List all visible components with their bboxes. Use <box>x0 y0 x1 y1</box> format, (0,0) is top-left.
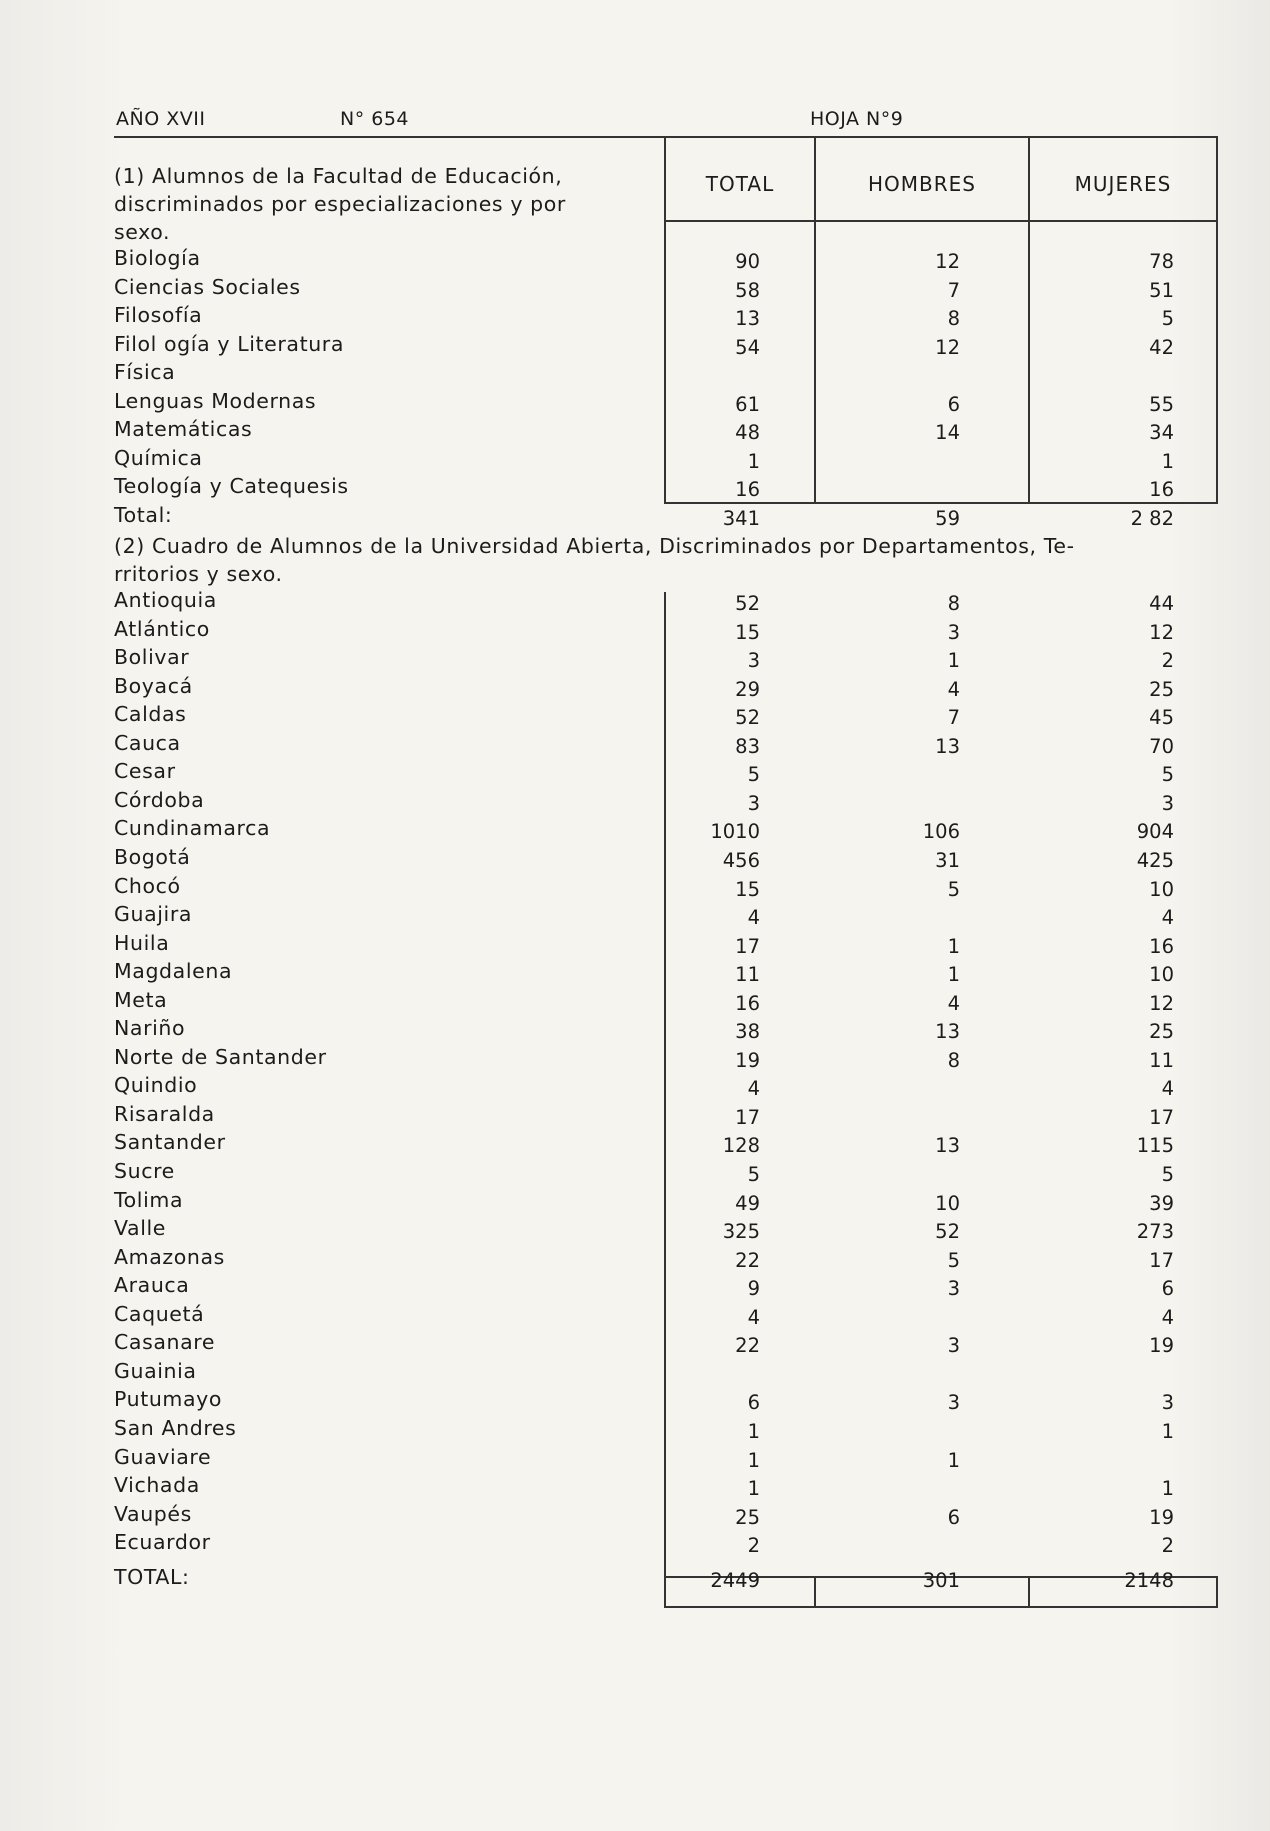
cell-total: 5 <box>747 763 760 787</box>
row-label: Filol ogía y Literatura <box>114 331 345 356</box>
cell-total: 2 <box>747 1534 760 1558</box>
row-label: Chocó <box>114 873 181 898</box>
cell-total: 25 <box>735 1505 760 1529</box>
cell-total: 4 <box>747 1077 760 1101</box>
cell-mujeres: 12 <box>1149 620 1174 644</box>
column-divider <box>814 1576 816 1608</box>
cell-mujeres: 17 <box>1149 1105 1174 1129</box>
cell-hombres: 3 <box>947 620 960 644</box>
cell-hombres: 13 <box>935 1134 960 1158</box>
row-label: Cundinamarca <box>114 816 271 841</box>
cell-total: 5 <box>747 1163 760 1186</box>
cell-total: 13 <box>735 307 760 330</box>
cell-hombres: 4 <box>947 991 960 1015</box>
row-label: Física <box>114 360 176 384</box>
cell-total: 54 <box>735 335 760 359</box>
cell-mujeres: 78 <box>1149 250 1174 273</box>
cell-mujeres: 3 <box>1161 1391 1174 1415</box>
cell-hombres: 8 <box>947 592 960 615</box>
cell-hombres: 31 <box>935 848 960 872</box>
cell-total: 2449 <box>710 1568 760 1592</box>
cell-total: 341 <box>722 506 760 530</box>
cell-mujeres: 904 <box>1136 820 1174 844</box>
section2-title-line: rritorios y sexo. <box>114 562 283 586</box>
cell-total: 1 <box>747 1448 760 1472</box>
section1-title-line: (1) Alumnos de la Facultad de Educación, <box>114 164 563 188</box>
cell-hombres: 14 <box>935 421 960 444</box>
cell-mujeres: 273 <box>1136 1220 1174 1244</box>
cell-hombres: 3 <box>947 1334 960 1358</box>
cell-total: 456 <box>722 848 760 872</box>
row-label: Teología y Catequesis <box>114 474 349 498</box>
cell-mujeres: 25 <box>1149 1020 1174 1044</box>
cell-hombres: 1 <box>947 963 960 987</box>
row-label: Quindio <box>114 1073 198 1098</box>
cell-total: 1 <box>747 1477 760 1501</box>
section1-title-line: sexo. <box>114 220 171 244</box>
cell-hombres: 6 <box>947 1505 960 1529</box>
cell-hombres: 3 <box>947 1391 960 1415</box>
cell-total: 4 <box>747 1305 760 1329</box>
cell-mujeres: 115 <box>1136 1134 1174 1158</box>
cell-mujeres: 34 <box>1149 421 1174 444</box>
cell-total: 15 <box>735 877 760 901</box>
row-label: Guajira <box>114 902 193 927</box>
cell-mujeres: 12 <box>1149 991 1174 1015</box>
cell-mujeres: 11 <box>1149 1048 1174 1072</box>
row-label: Vaupés <box>114 1501 192 1526</box>
cell-total: 52 <box>735 592 760 615</box>
row-label: Magdalena <box>114 959 233 984</box>
row-label: Boyacá <box>114 673 193 698</box>
cell-mujeres: 51 <box>1149 278 1174 302</box>
header-bottom-rule <box>664 220 1218 222</box>
cell-mujeres: 10 <box>1149 963 1174 987</box>
row-label: Caquetá <box>114 1301 205 1326</box>
cell-mujeres: 4 <box>1161 1077 1174 1101</box>
cell-hombres: 13 <box>935 1020 960 1044</box>
section1-title-line: discriminados por especializaciones y por <box>114 192 566 216</box>
cell-hombres: 4 <box>947 677 960 701</box>
cell-mujeres: 25 <box>1149 677 1174 701</box>
cell-hombres: 52 <box>935 1220 960 1244</box>
cell-mujeres: 55 <box>1149 392 1174 416</box>
row-label: Total: <box>114 502 173 527</box>
cell-total: 29 <box>735 677 760 701</box>
cell-mujeres: 5 <box>1161 763 1174 787</box>
cell-hombres: 12 <box>935 335 960 359</box>
cell-hombres: 59 <box>935 506 960 530</box>
cell-hombres: 6 <box>947 392 960 416</box>
cell-total: 6 <box>747 1391 760 1415</box>
cell-hombres: 5 <box>947 877 960 901</box>
cell-mujeres: 4 <box>1161 1305 1174 1329</box>
row-label: Biología <box>114 246 201 270</box>
cell-total: 11 <box>735 963 760 987</box>
row-label: Ciencias Sociales <box>114 274 301 299</box>
row-label: Caldas <box>114 702 187 727</box>
cell-mujeres: 19 <box>1149 1505 1174 1529</box>
table-right-border <box>1216 1576 1218 1608</box>
row-label: Guaviare <box>114 1444 212 1469</box>
column-header-hombres: HOMBRES <box>868 172 976 196</box>
row-label: Casanare <box>114 1330 216 1355</box>
cell-mujeres: 45 <box>1149 706 1174 730</box>
section2-total-rule-bottom <box>664 1606 1218 1608</box>
column-header-mujeres: MUJERES <box>1074 172 1172 196</box>
cell-mujeres: 5 <box>1161 307 1174 330</box>
issue-year: AÑO XVII <box>116 108 206 130</box>
sheet-number: HOJA N°9 <box>810 108 904 130</box>
row-label: Córdoba <box>114 787 205 812</box>
cell-mujeres: 42 <box>1149 335 1174 359</box>
cell-total: 1 <box>747 1419 760 1443</box>
cell-mujeres: 1 <box>1161 1477 1174 1501</box>
cell-mujeres: 44 <box>1149 592 1174 615</box>
cell-hombres: 5 <box>947 1248 960 1272</box>
cell-total: 48 <box>735 421 760 444</box>
cell-mujeres: 10 <box>1149 877 1174 901</box>
cell-total: 128 <box>722 1134 760 1158</box>
row-label: TOTAL: <box>114 1564 190 1589</box>
cell-total: 58 <box>735 278 760 302</box>
cell-mujeres: 39 <box>1149 1191 1174 1215</box>
row-label: Química <box>114 445 203 470</box>
cell-total: 83 <box>735 734 760 758</box>
row-label: Valle <box>114 1216 166 1241</box>
column-divider <box>1028 1576 1030 1608</box>
cell-hombres: 1 <box>947 1448 960 1472</box>
cell-mujeres: 2 <box>1161 649 1174 673</box>
table-right-border <box>1216 136 1218 504</box>
row-label: Risaralda <box>114 1101 215 1126</box>
cell-hombres: 7 <box>947 706 960 730</box>
row-label: Santander <box>114 1130 226 1155</box>
cell-hombres: 301 <box>922 1568 960 1592</box>
cell-mujeres: 4 <box>1161 906 1174 930</box>
row-label: Huila <box>114 930 170 955</box>
cell-mujeres: 6 <box>1161 1277 1174 1301</box>
cell-total: 90 <box>735 250 760 273</box>
cell-total: 16 <box>735 991 760 1015</box>
cell-mujeres: 19 <box>1149 1334 1174 1358</box>
row-label: Sucre <box>114 1159 175 1183</box>
row-label: Lenguas Modernas <box>114 388 317 413</box>
cell-hombres: 3 <box>947 1277 960 1301</box>
row-label: Antioquia <box>114 588 217 612</box>
row-label: Atlántico <box>114 616 210 641</box>
cell-total: 19 <box>735 1048 760 1072</box>
issue-number: N° 654 <box>340 108 410 130</box>
cell-total: 3 <box>747 649 760 673</box>
cell-total: 1 <box>747 449 760 473</box>
row-label: Filosofía <box>114 303 203 327</box>
row-label: Bogotá <box>114 844 191 869</box>
cell-total: 61 <box>735 392 760 416</box>
cell-mujeres: 1 <box>1161 1419 1174 1443</box>
cell-total: 3 <box>747 791 760 815</box>
column-header-total: TOTAL <box>705 172 775 196</box>
row-label: Cauca <box>114 730 181 755</box>
cell-total: 17 <box>735 1105 760 1129</box>
row-label: Cesar <box>114 759 176 784</box>
cell-mujeres: 1 <box>1161 449 1174 473</box>
cell-mujeres: 70 <box>1149 734 1174 758</box>
cell-total: 15 <box>735 620 760 644</box>
row-label: Matemáticas <box>114 417 253 441</box>
cell-hombres: 10 <box>935 1191 960 1215</box>
section2-title-line: (2) Cuadro de Alumnos de la Universidad Abierta, Discriminados por Departamentos, Te- <box>114 534 1075 558</box>
cell-total: 22 <box>735 1248 760 1272</box>
cell-hombres: 7 <box>947 278 960 302</box>
cell-total: 325 <box>722 1220 760 1244</box>
row-label: Vichada <box>114 1473 200 1498</box>
cell-mujeres: 2148 <box>1124 1568 1174 1592</box>
row-label: Bolivar <box>114 645 190 670</box>
cell-mujeres: 5 <box>1161 1163 1174 1186</box>
cell-total: 4 <box>747 906 760 930</box>
row-label: Nariño <box>114 1016 186 1041</box>
row-label: Putumayo <box>114 1387 223 1412</box>
cell-hombres: 13 <box>935 734 960 758</box>
cell-total: 1010 <box>710 820 760 844</box>
cell-hombres: 1 <box>947 649 960 673</box>
cell-total: 52 <box>735 706 760 730</box>
cell-total: 22 <box>735 1334 760 1358</box>
row-label: Guainia <box>114 1358 197 1383</box>
row-label: Arauca <box>114 1273 190 1298</box>
cell-mujeres: 3 <box>1161 791 1174 815</box>
cell-total: 38 <box>735 1020 760 1044</box>
cell-hombres: 106 <box>922 820 960 844</box>
cell-mujeres: 17 <box>1149 1248 1174 1272</box>
row-label: Ecuardor <box>114 1530 211 1555</box>
row-label: Norte de Santander <box>114 1044 327 1069</box>
cell-mujeres: 16 <box>1149 478 1174 501</box>
row-label: Tolima <box>114 1187 184 1212</box>
cell-hombres: 12 <box>935 250 960 273</box>
section1-total-rule <box>664 502 1218 504</box>
cell-mujeres: 425 <box>1136 848 1174 872</box>
cell-total: 49 <box>735 1191 760 1215</box>
cell-mujeres: 16 <box>1149 934 1174 958</box>
cell-mujeres: 2 <box>1161 1534 1174 1558</box>
cell-total: 17 <box>735 934 760 958</box>
row-label: Meta <box>114 987 168 1012</box>
cell-hombres: 1 <box>947 934 960 958</box>
row-label: Amazonas <box>114 1244 225 1269</box>
cell-mujeres: 2 82 <box>1130 506 1174 530</box>
cell-total: 16 <box>735 478 760 501</box>
cell-hombres: 8 <box>947 1048 960 1072</box>
cell-hombres: 8 <box>947 307 960 330</box>
row-label: San Andres <box>114 1415 237 1440</box>
cell-total: 9 <box>747 1277 760 1301</box>
